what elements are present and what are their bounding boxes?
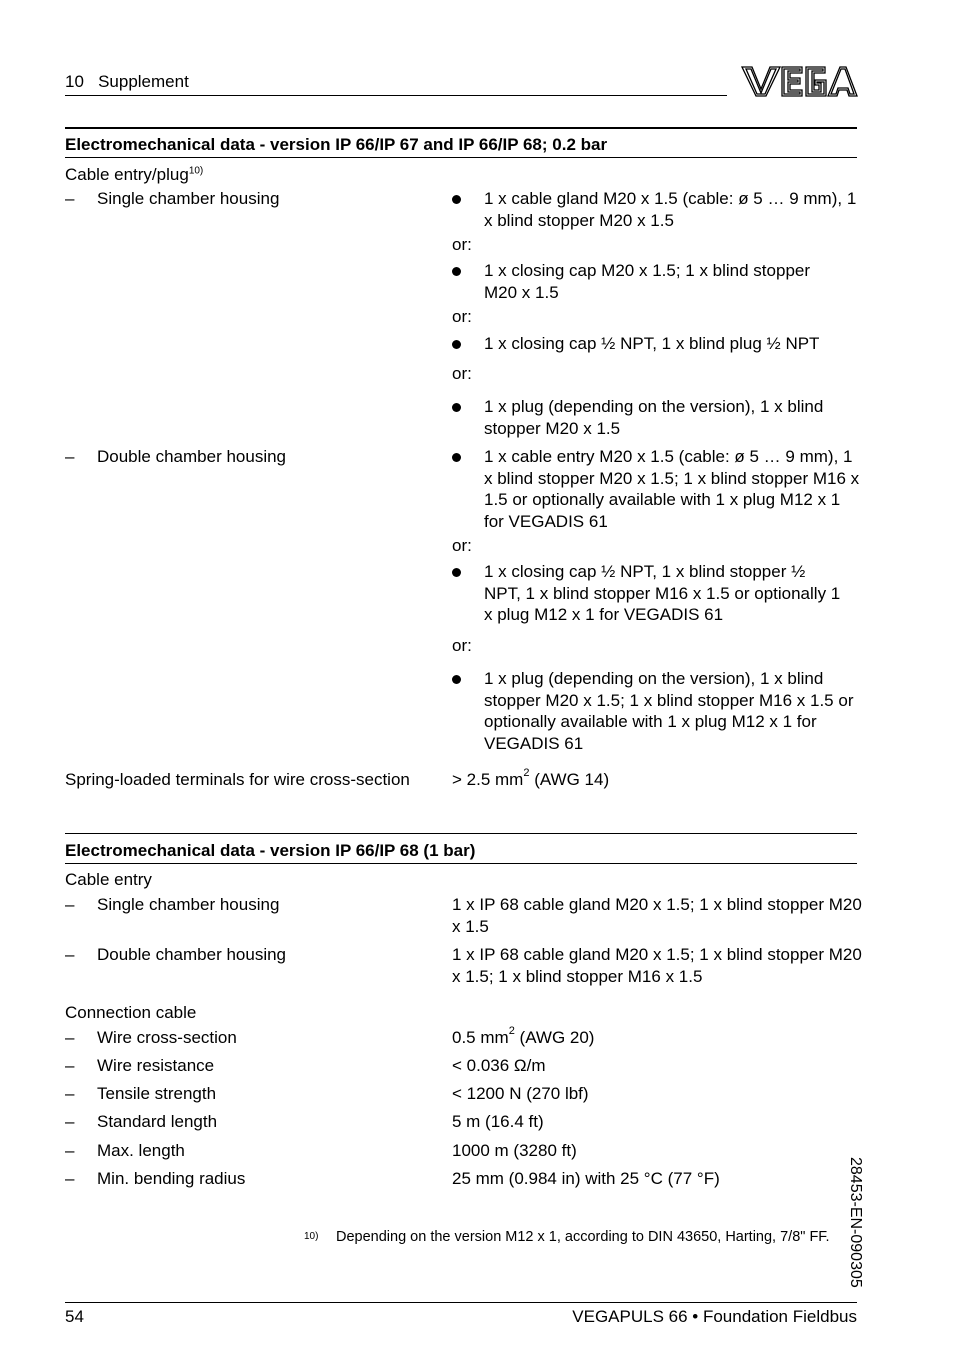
cable-entry-plug-label <box>65 164 203 186</box>
dash: – <box>65 1028 75 1047</box>
dash: – <box>65 1112 75 1131</box>
section1-title: Electromechanical data - version IP 66/IP 67 and IP 66/IP 68; 0.2 bar <box>65 135 608 154</box>
cable-value-text: < 1200 N (270 lbf) <box>452 1084 589 1103</box>
single-option-3: 1 x closing cap ½ NPT, 1 x blind plug ½ NPT <box>484 334 820 353</box>
cable-value-sup: 2 <box>508 1025 515 1038</box>
or-label: or: <box>452 235 472 254</box>
double-chamber-label: Double chamber housing <box>97 945 287 964</box>
cable-property-value <box>452 1027 594 1049</box>
cable-property-label: Max. length <box>97 1141 185 1160</box>
cable-entry-label: Cable entry <box>65 870 152 889</box>
cable-value-text: 25 mm (0.984 in) with 25 °C (77 °F) <box>452 1169 720 1188</box>
cable-property-label: Wire resistance <box>97 1056 215 1075</box>
bullet-icon <box>452 568 461 577</box>
section1-top-rule <box>65 127 857 129</box>
bullet-icon <box>452 675 461 684</box>
double-option-1: 1 x cable entry M20 x 1.5 (cable: ø 5 … 9 mm), 1 x blind stopper M20 x 1.5; 1 x blind stopper M16 x 1.5 or optionally available with 1 x plug M12 x 1 for VEGADIS 61 <box>484 447 860 531</box>
or-label: or: <box>452 536 472 555</box>
cable-property-value <box>452 1168 720 1190</box>
dash: – <box>65 189 75 208</box>
section2-title-rule <box>65 863 857 864</box>
bullet-icon <box>452 267 461 276</box>
bullet-icon <box>452 340 461 349</box>
single-option-1: 1 x cable gland M20 x 1.5 (cable: ø 5 … 9 mm), 1 x blind stopper M20 x 1.5 <box>484 189 857 230</box>
double-chamber-value: 1 x IP 68 cable gland M20 x 1.5; 1 x blind stopper M20 x 1.5; 1 x blind stopper M16 x 1.5 <box>452 945 862 986</box>
spring-value-sup: 2 <box>523 767 530 780</box>
footnote-ref: 10) <box>188 165 204 177</box>
cable-property-value <box>452 1083 589 1105</box>
spring-value-text: > 2.5 mm <box>452 770 524 789</box>
single-chamber-label: Single chamber housing <box>97 895 280 914</box>
cable-property-value <box>452 1055 546 1077</box>
cable-value-text: 5 m (16.4 ft) <box>452 1112 544 1131</box>
cable-entry-plug-text: Cable entry/plug <box>65 165 189 184</box>
bullet-icon <box>452 453 461 462</box>
spring-terminals-label: Spring-loaded terminals for wire cross-section <box>65 770 410 789</box>
header-rule <box>65 95 727 96</box>
section-heading: 10 Supplement <box>65 72 189 91</box>
bullet-icon <box>452 195 461 204</box>
dash: – <box>65 447 75 466</box>
cable-property-label: Tensile strength <box>97 1084 217 1103</box>
cable-value-suffix: (AWG 20) <box>514 1028 595 1047</box>
section2-title: Electromechanical data - version IP 66/IP 68 (1 bar) <box>65 841 476 860</box>
spring-terminals-value <box>452 769 609 791</box>
footnote-marker: 10) <box>304 1231 319 1242</box>
double-option-2: 1 x closing cap ½ NPT, 1 x blind stopper ½ NPT, 1 x blind stopper M16 x 1.5 or optionally 1 x plug M12 x 1 for VEGADIS 61 <box>484 562 841 625</box>
or-label: or: <box>452 364 472 383</box>
double-option-3: 1 x plug (depending on the version), 1 x blind stopper M20 x 1.5; 1 x blind stopper M16 x 1.5 or optionally available with 1 x plug M12 x 1 for VEGADIS 61 <box>484 669 854 753</box>
spring-value-suffix: (AWG 14) <box>529 770 610 789</box>
cable-property-value <box>452 1140 577 1162</box>
dash: – <box>65 1169 75 1188</box>
section1-title-rule <box>65 157 857 158</box>
cable-value-text: 1000 m (3280 ft) <box>452 1141 577 1160</box>
vega-logo <box>740 63 858 99</box>
cable-property-label: Wire cross-section <box>97 1028 237 1047</box>
double-chamber-label: Double chamber housing <box>97 447 287 466</box>
dash: – <box>65 1141 75 1160</box>
dash: – <box>65 1056 75 1075</box>
footnote-text: Depending on the version M12 x 1, according to DIN 43650, Harting, 7/8" FF. <box>336 1229 830 1245</box>
dash: – <box>65 945 75 964</box>
footer-product: VEGAPULS 66 • Foundation Fieldbus <box>572 1307 857 1326</box>
footer-rule <box>65 1302 857 1303</box>
cable-property-label: Min. bending radius <box>97 1169 246 1188</box>
document-code: 28453-EN-090305 <box>847 1157 864 1288</box>
or-label: or: <box>452 636 472 655</box>
page-number: 54 <box>65 1307 84 1326</box>
cable-property-label: Standard length <box>97 1112 218 1131</box>
single-option-2: 1 x closing cap M20 x 1.5; 1 x blind stopper M20 x 1.5 <box>484 261 811 302</box>
dash: – <box>65 1084 75 1103</box>
cable-property-value <box>452 1111 544 1133</box>
single-option-4: 1 x plug (depending on the version), 1 x blind stopper M20 x 1.5 <box>484 397 824 438</box>
cable-value-text: 0.5 mm <box>452 1028 509 1047</box>
section2-top-rule <box>65 833 857 834</box>
bullet-icon <box>452 403 461 412</box>
or-label: or: <box>452 307 472 326</box>
connection-cable-label: Connection cable <box>65 1003 197 1022</box>
dash: – <box>65 895 75 914</box>
single-chamber-label: Single chamber housing <box>97 189 280 208</box>
cable-value-text: < 0.036 Ω/m <box>452 1056 546 1075</box>
single-chamber-value: 1 x IP 68 cable gland M20 x 1.5; 1 x blind stopper M20 x 1.5 <box>452 895 862 936</box>
